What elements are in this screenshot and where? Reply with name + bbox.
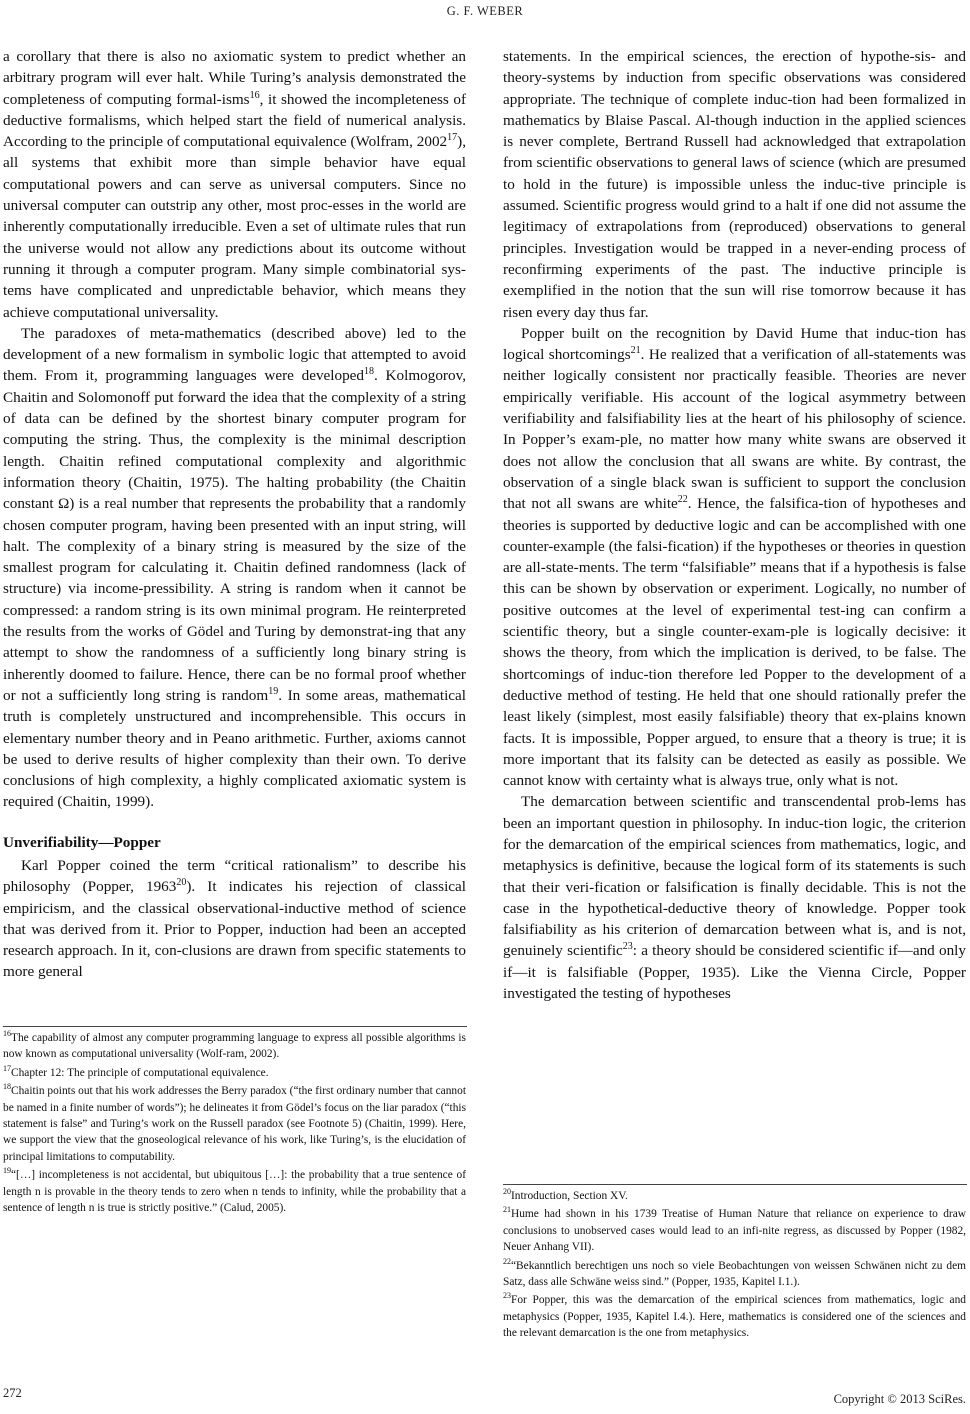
text-run: . He realized that a verification of all-statements was neither logically consistent nor practically feasible. Theories are never empirically verifiable. His account of the logical asymmetry between verifiability and falsifiability lies at the heart of his philosophy of science. In Popper’s exam-ple, no matter how many white swans are observed it does not allow the conclusion that all swans are white. By contrast, the observation of a single black swan is sufficient to support the conclusion that not all swans are white: [503, 346, 966, 513]
footnote: [503, 1292, 966, 1341]
footnote-number: 20: [503, 1187, 511, 1197]
text-run: ), all systems that exhibit more than simple behavior have equal computational powers and can serve as universal computers. Since no universal computer can outstrip any other, most proc-esses in the world are inherently computationally irreducible. Even a set of ultimate rules that run the universe would not allow any predictions about its outcome without running it through a computer program. Many simple combinatorial sys-tems have complicated and unpredictable behavior, which means they achieve computational universality.: [3, 133, 466, 321]
text-run: : a theory should be considered scientific if—and only if—it is falsifiable (Popper, 1935). Like the Vienna Circle, Popper investigated the testing of hypotheses: [503, 942, 966, 1003]
footnote-text: “Bekanntlich berechtigen uns noch so viele Beobachtungen von weissen Schwänen nicht zu dem Satz, dass alle Schwäne weiss sind.” (Popper, 1935, Kapitel I.1.).: [503, 1259, 966, 1289]
footnote: [503, 1258, 966, 1291]
footnote-number: 22: [503, 1256, 511, 1266]
page-number: 272: [3, 1386, 22, 1400]
paragraph: [503, 323, 966, 792]
footnote: [503, 1188, 966, 1204]
text-run: The paradoxes of meta-mathematics (described above) led to the development of a new formalism in symbolic logic that attempted to avoid them. From it, programming languages were developed: [3, 324, 466, 385]
section-heading: Unverifiability—Popper: [3, 833, 161, 851]
footnote-text: Chaitin points out that his work addresses the Berry paradox (“the first ordinary number that cannot be named in a finite number of words”); he delineates it from Gödel’s focus on the liar paradox (“this statement is false” and Turing’s work on the Russell paradox (see Footnote 5) (Chaitin, 1999). Here, we support the view that the gnoseological relevance of his work, like Turing’s, is the elucidation of principal limitations to computability.: [3, 1085, 466, 1163]
footnote-text: The capability of almost any computer programming language to express all possible algorithms is now known as computational universality (Wolf-ram, 2002).: [3, 1032, 466, 1061]
footnote-text: Chapter 12: The principle of computational equivalence.: [11, 1066, 269, 1079]
footnote: [3, 1030, 466, 1063]
footnote-divider-right: [503, 1184, 967, 1185]
footnote-text: Hume had shown in his 1739 Treatise of Human Nature that reliance on experience to draw conclusions to unobserved cases would lead to an infi-nite regress, as discussed by Popper (1982, Neuer Anhang VII).: [503, 1208, 966, 1254]
footnote-text: “[…] incompleteness is not accidental, but ubiquitous […]: the probability that a true sentence of length n is provable in the theory tends to zero when n tends to infinity, while the probability that a sentence of length n is true is strictly positive.” (Calud, 2005).: [3, 1169, 466, 1215]
footnote-number: 23: [503, 1291, 511, 1301]
paragraph: [3, 855, 466, 983]
text-run: , it showed the incompleteness of deductive formalisms, which helped start the field of numerical analysis. According to the principle of computational equivalence (Wolfram, 2002: [3, 90, 466, 151]
text-run: a corollary that there is also no axiomatic system to predict whether an arbitrary program will ever halt. While Turing’s analysis demonstrated the completeness of computing formal-isms: [3, 48, 466, 108]
text-run: . In some areas, mathematical truth is completely unstructured and incomprehensible. This occurs in elementary number theory and in Peano arithmetic. Further, axioms cannot be used to derive results of higher complexity than their own. To derive conclusions of high complexity, a highly complicated axiomatic system is required (Chaitin, 1999).: [3, 686, 466, 811]
paragraph: [503, 791, 966, 1004]
text-run: ). It indicates his rejection of classical empiricism, and the classical observational-inductive method of science that was derived from it. Prior to Popper, induction had been an accepted research approach. In it, con-clusions are drawn from specific statements to more general: [3, 878, 467, 981]
footnote-text: Introduction, Section XV.: [511, 1190, 628, 1202]
footnote-marker[interactable]: 16: [249, 89, 260, 101]
footnote-marker[interactable]: 22: [677, 494, 688, 506]
footnote: [3, 1065, 466, 1081]
text-run: . Hence, the falsifica-tion of hypotheses and theories is supported by deductive logic and can be accomplished with one counter-example (the falsi-fication) if the hypotheses or theories in question are all-state-ments. The term “falsifiable” means that if a hypothesis is false this can be shown by observation or experiment. Logically, no number of positive outcomes at the level of experimental test-ing can confirm a scientific theory, but a single counter-exam-ple is logically decisive: it shows the theory, from which the implication is derived, to be false. The shortcomings of induc-tion therefore led Popper to the development of a deductive method of testing. He held that one should rationally prefer the least likely (simplest, most easily falsifiable) theory that ex-plains known facts. It is impossible, Popper argued, to ensure that a theory is true; it is more important that its falsity can be detected as easily as possible. We cannot know with certainty what is always true, only what is not.: [503, 495, 966, 790]
footnote-marker[interactable]: 21: [630, 345, 641, 357]
footnote-number: 21: [503, 1205, 511, 1215]
footnote-marker[interactable]: 23: [622, 941, 633, 953]
copyright-notice: Copyright © 2013 SciRes.: [833, 1392, 966, 1406]
footnote-marker[interactable]: 20: [176, 877, 187, 889]
text-run: Karl Popper coined the term “critical rationalism” to describe his philosophy (Popper, 1963: [3, 856, 466, 896]
footnote-number: 18: [3, 1082, 11, 1092]
running-head: G. F. WEBER: [446, 4, 524, 18]
footnote: [503, 1206, 966, 1255]
paragraph: [3, 323, 466, 813]
text-run: . Kolmogorov, Chaitin and Solomonoff put forward the idea that the complexity of a string of data can be defined by the shortest binary computer program for computing the string. Thus, the complexity is the minimal description length. Chaitin refined computational complexity and algorithmic information theory (Chaitin, 1975). The halting probability (the Chaitin constant Ω) is a real number that represents the probability that a randomly chosen computer program, having been presented with an input string, will halt. The complexity of a binary string is measured by the size of the smallest program for calculating it. Chaitin defined randomness (lack of structure) via income-pressibility. A string is random when it cannot be compressed: a random string is its own minimal program. He reinterpreted the results from the works of Gödel and Turing by demonstrat-ing that any attempt to show the randomness of a sufficiently long binary string is inherently doomed to failure. Hence, there can be no formal proof whether or not a sufficiently long string is random: [3, 367, 466, 704]
right-column: [503, 46, 966, 1004]
footnotes-right: [503, 1188, 966, 1344]
text-run: The demarcation between scientific and transcendental prob-lems has been an important question in philosophy. In induc-tion logic, the criterion for the demarcation of the empirical sciences from mathematics, logic, and metaphysics is definitive, because the logical form of its statements is such that their veri-fication or falsification is finally decidable. This is not the case in the hypothetical-deductive theory of knowledge. Popper took falsifiability as his criterion of demarcation between what is, and is not, genuinely scientific: [503, 793, 966, 960]
footnote-text: For Popper, this was the demarcation of the empirical sciences from mathematics, logic and metaphysics (Popper, 1935, Kapitel I.4.). Here, mathematics is considered one of the sciences and the relevant demarcation is the one from metaphysics.: [503, 1294, 966, 1340]
footnote-divider-left: [3, 1026, 467, 1027]
paragraph: [3, 46, 466, 323]
footnote-marker[interactable]: 18: [364, 366, 375, 378]
footnotes-left: [3, 1030, 466, 1218]
footnote-number: 17: [3, 1064, 11, 1074]
footnote: [3, 1083, 466, 1165]
footnote-marker[interactable]: 19: [268, 685, 279, 697]
footnote-number: 16: [3, 1029, 11, 1039]
text-run: Popper built on the recognition by David Hume that induc-tion has logical shortcomings: [503, 324, 966, 364]
footnote-number: 19: [3, 1166, 11, 1176]
left-column: [3, 46, 466, 983]
text-run: statements. In the empirical sciences, the erection of hypothe-sis- and theory-systems by induction from specific observations was considered appropriate. The technique of complete induc-tion had been formalized in mathematics by Blaise Pascal. Al-though induction in the applied sciences is never complete, Bertrand Russell had acknowledged that extrapolation from scientific observations to general laws of science (which are presumed to hold in the future) is impossible unless the induc-tive principle is assumed. Scientific progress would grind to a halt if one did not assume the legitimacy of extrapolations from (reproduced) observations to general principles. Investigation would be trapped in a never-ending process of reconfirming experiments of the past. The inductive principle is exemplified in the notion that the sun will rise tomorrow because it has risen every day thus far.: [503, 48, 966, 321]
footnote: [3, 1167, 466, 1216]
paragraph: [503, 46, 966, 323]
footnote-marker[interactable]: 17: [447, 132, 458, 144]
